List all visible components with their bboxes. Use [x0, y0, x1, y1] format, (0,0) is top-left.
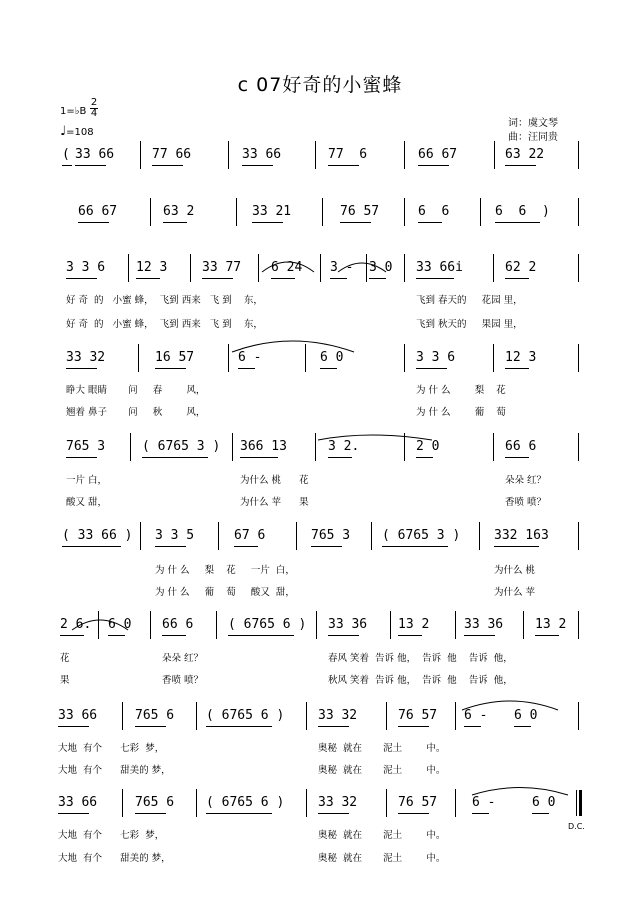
note-group: 6 - — [238, 350, 262, 365]
lyric-line: 秋风 笑着 告诉 他， 告诉 他 告诉 他， — [328, 675, 513, 686]
final-barline-thin — [576, 790, 577, 816]
note-group: 33 66 — [75, 147, 115, 162]
note-group: 332 163 — [494, 528, 549, 543]
lyric-line: 为 什 么 梨 花 一片 白， — [155, 565, 295, 576]
lyric-line: 睁大 眼睛 问 春 风， — [66, 385, 206, 396]
dc-mark: D.C. — [568, 822, 585, 831]
note-group: 2 6. — [60, 617, 92, 632]
note-group: 6 0 — [514, 708, 538, 723]
slur — [472, 788, 568, 796]
key-label: 1=♭B — [60, 106, 87, 117]
note-group: 3 2. — [328, 439, 360, 454]
lyric-line: 飞到 秋天的 果园 里， — [416, 319, 523, 330]
lyric-line: 果 — [60, 675, 70, 686]
note-group: 33 32 — [318, 708, 358, 723]
note-group: 6 6 ) — [495, 204, 550, 219]
time-bottom: 4 — [90, 108, 98, 119]
note-group: 6 0 — [320, 350, 344, 365]
note-group: 13 2 — [398, 617, 430, 632]
note-group: ( 6765 6 ) — [206, 795, 285, 810]
note-group: 765 3 — [66, 439, 106, 454]
note-group: 63 2 — [163, 204, 195, 219]
note-group: 76 57 — [340, 204, 380, 219]
lyric-line: 为什么 桃 — [494, 565, 536, 576]
lyric-line: 奥秘 就在 泥土 中。 — [318, 743, 446, 754]
note-group: 33 32 — [318, 795, 358, 810]
lyric-line: 香喷 喷？ — [505, 497, 547, 508]
lyric-line: 一片 白， — [66, 475, 108, 486]
note-group: 6 24 — [271, 260, 303, 275]
note-group: 3 3 6 — [416, 350, 456, 365]
lyric-line: 朵朵 红？ — [162, 653, 204, 664]
lyric-line: 奥秘 就在 泥土 中。 — [318, 853, 446, 864]
lyric-line: 酸又 甜， — [66, 497, 108, 508]
lyric-line: 大地 有个 甜美的 梦， — [58, 853, 171, 864]
lyric-line: 为什么 苹 果 — [240, 497, 309, 508]
note-group: ( 6765 6 ) — [206, 708, 285, 723]
note-group: 765 6 — [135, 708, 175, 723]
note-group: 16 57 — [155, 350, 195, 365]
slur — [462, 701, 558, 710]
note-group: 63 22 — [505, 147, 545, 162]
note-group: 33 77 — [202, 260, 242, 275]
note-group: 33 66 — [58, 795, 98, 810]
slur — [318, 435, 432, 440]
note-group: ( 6765 3 ) — [142, 439, 221, 454]
note-group: 76 57 — [398, 708, 438, 723]
lyric-line: 好 奇 的 小蜜 蜂， 飞到 西来 飞 到 东， — [66, 295, 263, 306]
note-group: 12 3 — [136, 260, 168, 275]
lyric-line: 为什么 桃 花 — [240, 475, 309, 486]
lyric-line: 花 — [60, 653, 70, 664]
note-group: 77 66 — [152, 147, 192, 162]
note-group: ( — [62, 147, 70, 162]
lyric-line: 翘着 鼻子 问 秋 风， — [66, 407, 206, 418]
composer-credit: 曲：汪同贵 — [508, 132, 558, 143]
lyric-line: 奥秘 就在 泥土 中。 — [318, 765, 446, 776]
final-barline-thick — [579, 790, 582, 816]
tempo-value: =108 — [66, 127, 94, 138]
lyric-line: 朵朵 红？ — [505, 475, 547, 486]
note-group: 765 6 — [135, 795, 175, 810]
lyric-line: 香喷 喷？ — [162, 675, 204, 686]
lyricist-credit: 词：虞文琴 — [508, 118, 558, 129]
lyric-line: 为什么 苹 — [494, 587, 536, 598]
time-top: 2 — [90, 97, 98, 108]
note-group: 6 - — [464, 708, 488, 723]
lyric-line: 为 什 么 葡 萄 酸又 甜， — [155, 587, 295, 598]
note-group: 62 2 — [505, 260, 537, 275]
lyric-line: 好 奇 的 小蜜 蜂， 飞到 西来 飞 到 东， — [66, 319, 263, 330]
note-group: ( 6765 6 ) — [228, 617, 307, 632]
note-group: 33 36 — [464, 617, 504, 632]
note-group: 3 3 5 — [155, 528, 195, 543]
note-group: 66 6 — [162, 617, 194, 632]
lyric-line: 为 什 么 葡 萄 — [416, 407, 506, 418]
slur — [232, 341, 354, 352]
lyric-line: 大地 有个 七彩 梦， — [58, 830, 165, 841]
note-group: 3 3 6 — [66, 260, 106, 275]
note-group: 66 67 — [418, 147, 458, 162]
note-group: 33 36 — [328, 617, 368, 632]
note-group: 13 2 — [535, 617, 567, 632]
note-group: 6 0 — [532, 795, 556, 810]
page-title: c 07好奇的小蜜蜂 — [237, 74, 403, 96]
note-group: 66 6 — [505, 439, 537, 454]
note-group: 33 66i — [416, 260, 463, 275]
lyric-line: 飞到 春天的 花园 里， — [416, 295, 523, 306]
lyric-line: 春风 笑着 告诉 他， 告诉 他 告诉 他， — [328, 653, 513, 664]
note-group: 3 0 — [369, 260, 393, 275]
lyric-line: 奥秘 就在 泥土 中。 — [318, 830, 446, 841]
note-group: 33 66 — [58, 708, 98, 723]
note-group: ( 6765 3 ) — [382, 528, 461, 543]
note-group: 12 3 — [505, 350, 537, 365]
note-group: 33 21 — [252, 204, 292, 219]
slur — [338, 263, 386, 272]
note-group: 66 67 — [78, 204, 118, 219]
note-group: 765 3 — [311, 528, 351, 543]
note-group: 76 57 — [398, 795, 438, 810]
note-group: 3 - — [330, 260, 354, 275]
note-group: 2 0 — [416, 439, 440, 454]
note-group: 33 32 — [66, 350, 106, 365]
slur — [262, 262, 314, 272]
lyric-line: 为 什 么 梨 花 — [416, 385, 506, 396]
note-group: 6 - — [472, 795, 496, 810]
slur — [72, 620, 128, 630]
note-group: 6 0 — [108, 617, 132, 632]
note-group: 67 6 — [234, 528, 266, 543]
note-group: ( 33 66 ) — [62, 528, 133, 543]
quarter-note-icon: ♩ — [60, 124, 67, 139]
lyric-line: 大地 有个 七彩 梦， — [58, 743, 165, 754]
note-group: 366 13 — [240, 439, 287, 454]
lyric-line: 大地 有个 甜美的 梦， — [58, 765, 171, 776]
note-group: 77 6 — [328, 147, 368, 162]
note-group: 33 66 — [242, 147, 282, 162]
note-group: 6 6 — [418, 204, 450, 219]
